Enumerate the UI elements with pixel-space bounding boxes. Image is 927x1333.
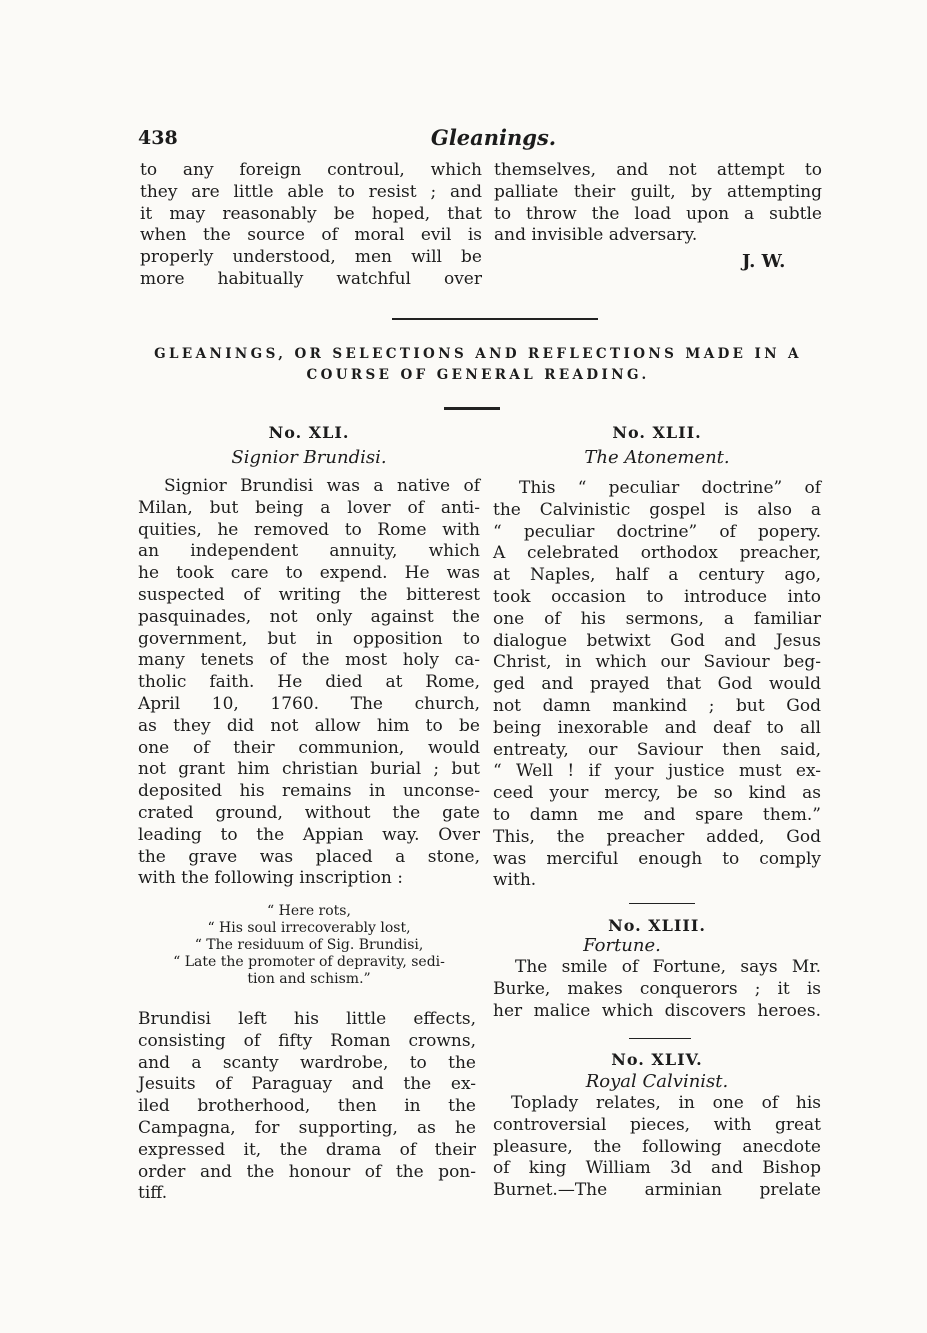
running-title: Gleanings. bbox=[430, 125, 557, 150]
text-line: deposited his remains in unconse- bbox=[138, 781, 480, 802]
text-line: This, the preacher added, God bbox=[493, 826, 821, 847]
text-line: when the source of moral evil is bbox=[140, 225, 482, 246]
epitaph-line: “ Late the promoter of depravity, sedi- bbox=[173, 954, 445, 970]
text-line: iled brotherhood, then in the bbox=[138, 1096, 476, 1117]
section-divider bbox=[392, 318, 598, 320]
section-heading bbox=[128, 344, 828, 386]
text-line: pleasure, the following anecdote bbox=[493, 1136, 821, 1157]
article-title: The Atonement. bbox=[584, 447, 730, 468]
article-number: No. XLII. bbox=[612, 423, 702, 442]
text-line: properly understood, men will be bbox=[140, 247, 482, 268]
text-line: consisting of fifty Roman crowns, bbox=[138, 1030, 476, 1051]
text-line: entreaty, our Saviour then said, bbox=[493, 739, 821, 760]
page-number: 438 bbox=[138, 127, 178, 149]
text-line: he took care to expend. He was bbox=[138, 563, 480, 584]
text-line: an independent annuity, which bbox=[138, 541, 480, 562]
text-line: they are little able to resist ; and bbox=[140, 181, 482, 202]
epitaph-line: “ The residuum of Sig. Brundisi, bbox=[194, 937, 424, 953]
text-line: not damn mankind ; but God bbox=[493, 695, 821, 716]
article-body bbox=[493, 478, 821, 892]
text-line: palliate their guilt, by attempting bbox=[494, 181, 822, 202]
section-heading-line: GLEANINGS, OR SELECTIONS AND REFLECTIONS MADE IN A bbox=[154, 346, 802, 362]
text-line: Signior Brundisi was a native of bbox=[164, 476, 480, 496]
text-line: to throw the load upon a subtle bbox=[494, 203, 822, 224]
continuation-right-column bbox=[494, 160, 822, 247]
text-line: being inexorable and deaf to all bbox=[493, 717, 821, 738]
text-line: one of his sermons, a familiar bbox=[493, 608, 821, 629]
article-number: No. XLIV. bbox=[611, 1050, 703, 1069]
text-line: A celebrated orthodox preacher, bbox=[493, 543, 821, 564]
text-line: took occasion to introduce into bbox=[493, 586, 821, 607]
text-line: of king William 3d and Bishop bbox=[493, 1158, 821, 1179]
text-line: Milan, but being a lover of anti- bbox=[138, 497, 480, 518]
text-line: quities, he removed to Rome with bbox=[138, 519, 480, 540]
article-body bbox=[138, 476, 480, 890]
article-title: Royal Calvinist. bbox=[585, 1071, 729, 1092]
text-line: to any foreign controul, which bbox=[140, 160, 482, 180]
article-body bbox=[493, 1093, 821, 1202]
text-line: with. bbox=[493, 870, 537, 891]
text-line: many tenets of the most holy ca- bbox=[138, 650, 480, 671]
text-line: tholic faith. He died at Rome, bbox=[138, 672, 480, 693]
text-line: “ Well ! if your justice must ex- bbox=[493, 761, 821, 782]
text-line: dialogue betwixt God and Jesus bbox=[493, 630, 821, 651]
text-line: more habitually watchful over bbox=[140, 268, 482, 289]
text-line: to damn me and spare them.” bbox=[493, 804, 821, 825]
text-line: as they did not allow him to be bbox=[138, 715, 480, 736]
article-title: Signior Brundisi. bbox=[231, 447, 387, 468]
article-divider bbox=[629, 1038, 691, 1039]
text-line: one of their communion, would bbox=[138, 737, 480, 758]
text-line: not grant him christian burial ; but bbox=[138, 759, 480, 780]
text-line: Brundisi left his little effects, bbox=[138, 1009, 476, 1029]
text-line: it may reasonably be hoped, that bbox=[140, 203, 482, 224]
article-number: No. XLIII. bbox=[608, 916, 706, 935]
text-line: order and the honour of the pon- bbox=[138, 1161, 476, 1182]
epitaph-inscription bbox=[138, 903, 480, 988]
text-line: government, but in opposition to bbox=[138, 628, 480, 649]
epitaph-line: “ His soul irrecoverably lost, bbox=[207, 920, 411, 936]
text-line: crated ground, without the gate bbox=[138, 802, 480, 823]
section-heading-line: COURSE OF GENERAL READING. bbox=[306, 367, 650, 383]
text-line: the grave was placed a stone, bbox=[138, 846, 480, 867]
article-body bbox=[493, 957, 821, 1022]
text-line: controversial pieces, with great bbox=[493, 1114, 821, 1135]
article-divider bbox=[629, 903, 695, 904]
text-line: the Calvinistic gospel is also a bbox=[493, 499, 821, 520]
epitaph-line: “ Here rots, bbox=[267, 903, 351, 919]
text-line: and a scanty wardrobe, to the bbox=[138, 1052, 476, 1073]
text-line: suspected of writing the bitterest bbox=[138, 584, 480, 605]
article-number: No. XLI. bbox=[268, 423, 350, 442]
article-title: Fortune. bbox=[583, 935, 661, 956]
text-line: Christ, in which our Saviour beg- bbox=[493, 652, 821, 673]
text-line: April 10, 1760. The church, bbox=[138, 693, 480, 714]
author-signature: J. W. bbox=[742, 251, 786, 272]
text-line: ceed your mercy, be so kind as bbox=[493, 783, 821, 804]
text-line: expressed it, the drama of their bbox=[138, 1139, 476, 1160]
text-line: with the following inscription : bbox=[138, 868, 403, 889]
text-line: “ peculiar doctrine” of popery. bbox=[493, 521, 821, 542]
text-line: Jesuits of Paraguay and the ex- bbox=[138, 1074, 476, 1095]
text-line: leading to the Appian way. Over bbox=[138, 824, 480, 845]
text-line: pasquinades, not only against the bbox=[138, 606, 480, 627]
text-line: Toplady relates, in one of his bbox=[511, 1093, 821, 1113]
text-line: tiff. bbox=[138, 1183, 168, 1204]
text-line: and invisible adversary. bbox=[494, 225, 698, 246]
text-line: ged and prayed that God would bbox=[493, 674, 821, 695]
heading-divider bbox=[444, 407, 500, 410]
text-line: This “ peculiar doctrine” of bbox=[519, 478, 821, 498]
text-line: Campagna, for supporting, as he bbox=[138, 1117, 476, 1138]
text-line: Burnet.—The arminian prelate bbox=[493, 1180, 821, 1201]
text-line: The smile of Fortune, says Mr. bbox=[515, 957, 821, 977]
text-line: was merciful enough to comply bbox=[493, 848, 821, 869]
epitaph-line: tion and schism.” bbox=[247, 971, 371, 987]
text-line: her malice which discovers heroes. bbox=[493, 1000, 821, 1021]
continuation-left-column bbox=[140, 160, 482, 291]
text-line: themselves, and not attempt to bbox=[494, 160, 822, 180]
text-line: at Naples, half a century ago, bbox=[493, 565, 821, 586]
article-body-continued bbox=[138, 1009, 476, 1205]
text-line: Burke, makes conquerors ; it is bbox=[493, 978, 821, 999]
